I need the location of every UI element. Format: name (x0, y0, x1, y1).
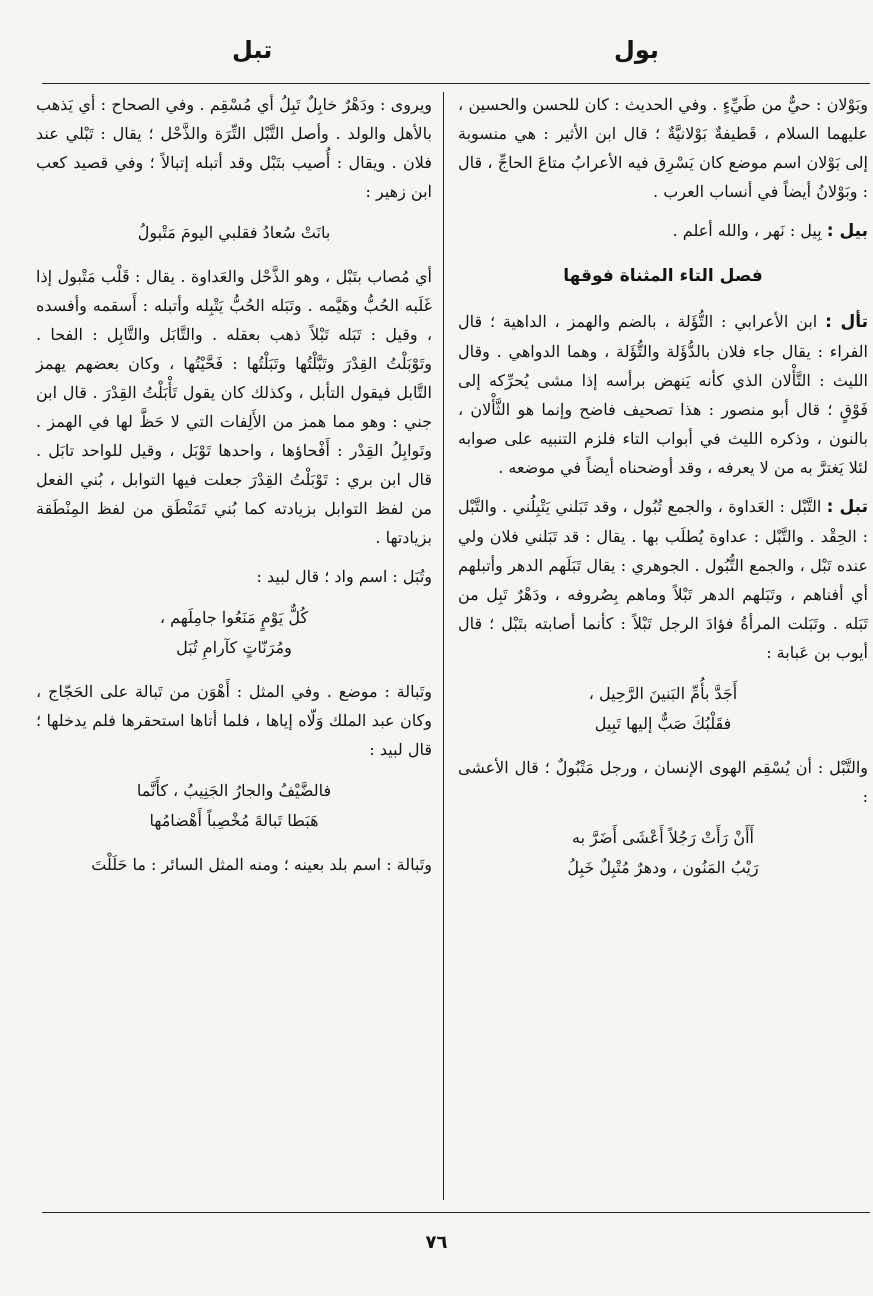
riwaya-paragraph: ويروى : ودَهْرٌ خابِلٌ تَبِلُ أي مُسْقِم . وفي الصحاح : أي يَذهب بالأهل والولد . وأصل التَّبْل التِّرَة والذَّحْل ؛ يقال : تَبْلي عند فلان . ويقال : أُصيب بتَبْل وقد أتبله إتبالاً ؛ وفي قصيد كعب ابن زهير : (36, 95, 432, 201)
tubal-paragraph: وتُبَل : اسم واد ؛ قال لبيد : (256, 567, 432, 586)
verse-line: فقَلْبُكَ صَبٌّ إليها تَبِيل (594, 714, 732, 733)
verse-line: بانَتْ سُعادُ فقلبي اليومَ مَتْبولُ (137, 223, 331, 242)
top-rule (42, 83, 870, 84)
headword-tabl: تبل : (826, 497, 868, 517)
bil-text: بِيل : نَهر ، والله أعلم . (672, 221, 827, 240)
verse-line: هَبَطا تَبالةَ مُخْصِباً أَهْضامُها (149, 811, 319, 830)
entry-tal (458, 307, 868, 482)
verse-line: ومُرَنّاتٍ كآرامِ تُبَل (176, 638, 292, 657)
tabala-paragraph: وتَبالة : موضع . وفي المثل : أَهْوَن من تَبالة على الحَجّاج ، وكان عبد الملك وَلّاه إياها ، فلما أتاها استحقرها فلم يدخلها ؛ قال لبيد : (36, 682, 432, 759)
verse-kaab (36, 218, 432, 248)
verse-line: أَأَنْ رَأَتْ رَجُلاً أَعْشَى أَضَرَّ به (572, 828, 754, 847)
verse-line: فالضَّيْفُ والجارُ الجَنِيبُ ، كأَنَّما (136, 781, 332, 800)
tabl-text: التَّبْل : العَداوة ، والجمع تُبُول ، وقد تَبَلني يَتْبِلُني . والتَّبْل : الحِقْد . والتَّبْل : عداوة يُطلَب بها . يقال : قد تَبَلني فلان ولي عنده تَبْل ، والجمع التُّبُول . الجوهري : يقال تَبَلَهم الدهر وأتبلهم أي أفناهم ، وتَبَلهم الدهر تَبْلاً وماهم بِصُروفه ، ودَهْرٌ تَبِل من تَبَله . وتَبَلت المرأةُ فؤادَ الرجل تَبْلاً : كأنما أصابته بتَبْل ؛ قال أيوب بن عَبابة : (458, 497, 868, 662)
entry-tabl (458, 492, 868, 667)
tal-text: ابن الأعرابي : التُّؤَلة ، بالضم والهمز ، الداهية ؛ قال الفراء : يقال جاء فلان بالدُّؤَلة والتُّؤَلة ، وهما الدواهي . وقال الليث : التَّأْلان الذي كأنه يَنهض برأسه إذا مشى يُحرِّكه إلى فَوْقٍ ؛ قال أبو منصور : هذا تصحيف فاضح وإنما هو الثَّأْلان ، بالنون ، وذكره الليث في أبواب التاء فلزم التنبيه على صوابه لئلا يَغترَّ به من لا يعرفه ، وقد أوضحناه أيضاً في موضعه . (458, 312, 868, 477)
header-left-word: تبل (232, 36, 273, 64)
header-right-word: بول (614, 36, 659, 64)
headword-bil: بيل : (826, 221, 868, 241)
page-number: ٧٦ (425, 1232, 448, 1253)
verse-asha (458, 823, 868, 883)
entry-bil (458, 216, 868, 246)
section-heading: فصل التاء المثناة فوقها (563, 266, 763, 286)
headword-tal: تأل : (825, 312, 869, 332)
left-column (36, 90, 432, 889)
verse-line: أَجَدَّ بأُمِّ البَنينَ الرَّحِيل ، (588, 684, 738, 703)
bawlan-paragraph: وبَوْلان : حيٌّ من طَيِّءٍ . وفي الحديث : كان للحسن والحسين ، عليهما السلام ، قَطيفةٌ بَوْلانيَّةٌ ؛ قال ابن الأثير : هي منسوبة إلى بَوْلان اسم موضع كان يَسْرِق فيه الأعرابُ متاعَ الحاجِّ ، قال : وبَوْلانُ أيضاً في أنساب العرب . (458, 95, 868, 201)
verse-line: كُلٌّ يَوْمٍ مَنَعُوا جامِلَهم ، (159, 608, 309, 627)
right-column (458, 90, 868, 897)
bottom-rule (42, 1212, 870, 1213)
musab-paragraph: أي مُصاب بتَبْل ، وهو الذَّحْل والعَداوة . يقال : قَلْب مَتْبول إذا غَلَبه الحُبُّ وهَيَّمه . وتَبَله الحُبُّ يَتْبِله وأتبله : أَسقمه وأفسده ، وقيل : تَبَله تَبْلاً ذهب بعقله . والتَّابَل والتَّابِل : الفحا . وتَوْبَلْتُ القِدْرَ وتَبَّلْتُها وتَبَلْتُها : فَحَّيْتُها ، وكان بعضهم يهمز التَّابل فيقول التأبل ، وكذلك كان يقول تَأْبَلْتُ القِدْرَ . قال ابن جني : وهو مما همز من الأَلِفات التي لا حَظَّ لها في الهمز . وتَوابِلُ القِدْر : أَفْحاؤها ، واحدها تَوْبَل ، وقيل للواحد تابَل . قال ابن بري : تَوْبَلْتُ القِدْرَ جعلت فيها التوابل ، بُني الفعل من لفظ التوابل بزيادته كما بُني تَمَنْطَق من لفظ المِنْطَقة بزيادتها . (36, 267, 432, 547)
tabala-city-paragraph: وتَبالة : اسم بلد بعينه ؛ ومنه المثل السائر : ما حَلَلْتَ (91, 855, 432, 874)
column-divider (443, 92, 444, 1200)
verse-labid-1 (36, 603, 432, 663)
verse-line: رَيْبُ المَنُون ، ودهرٌ مُتْبِلٌ خَبِلُ (567, 858, 759, 877)
tabl-paragraph: والتَّبْل : أن يُسْقِم الهوى الإنسان ، ورجل مَتْبُولٌ ؛ قال الأعشى : (458, 758, 868, 806)
verse-ayyub (458, 679, 868, 739)
verse-labid-2 (36, 776, 432, 836)
